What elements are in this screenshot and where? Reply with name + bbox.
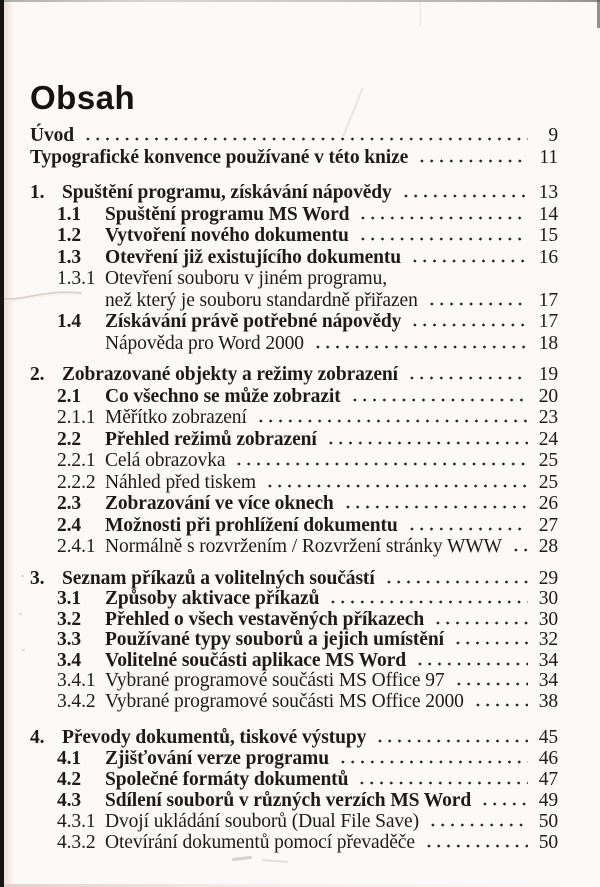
entry-page: 11	[539, 146, 558, 168]
entry-page: 27	[538, 514, 558, 536]
top-edge-scan-line	[0, 0, 600, 2]
entry-title: Vybrané programové součásti MS Office 2000	[105, 690, 464, 712]
chapter-number: 2.	[30, 364, 45, 385]
entry-page: 17	[538, 311, 558, 332]
left-edge-scan-shadow	[0, 0, 4, 887]
dot-leader	[431, 612, 528, 625]
toc-entry	[57, 811, 558, 832]
entry-number: 2.2	[57, 428, 82, 450]
entry-page: 50	[538, 811, 558, 832]
entry-page: 15	[538, 225, 558, 246]
entry-title: Sdílení souborů v různých verzích MS Word	[105, 790, 472, 811]
toc-entry	[57, 407, 558, 429]
entry-title: než který je souboru standardně přiřazen	[105, 289, 418, 311]
toc-entry	[57, 610, 558, 631]
dot-leader	[451, 632, 528, 645]
entry-number: 1.3	[57, 246, 82, 268]
chapter-page: 29	[538, 567, 558, 589]
entry-title: Typografické konvence používané v této knize	[30, 146, 409, 168]
chapter-number: 3.	[30, 567, 45, 589]
toc-chapter-row	[30, 727, 558, 748]
entry-title: Otevírání dokumentů pomocí převaděče	[105, 832, 415, 853]
entry-number: 3.4	[57, 649, 82, 671]
entry-number: 4.3.2	[57, 832, 96, 853]
chapter-title: Seznam příkazů a volitelných součástí	[62, 567, 375, 589]
toc-entry	[57, 311, 558, 333]
entry-number: 1.3.1	[57, 268, 96, 289]
toc-entry	[57, 450, 558, 472]
toc-entry	[57, 429, 558, 451]
entry-title: Spuštění programu MS Word	[105, 203, 350, 225]
entry-title: Přehled režimů zobrazení	[105, 428, 317, 450]
entry-number: 3.4.2	[57, 690, 96, 712]
entry-number: 1.1	[57, 203, 82, 225]
entry-title: Zjišťování verze programu	[105, 748, 329, 769]
chapter-title: Převody dokumentů, tiskové výstupy	[62, 727, 367, 748]
entry-page: 30	[538, 608, 558, 630]
dot-leader	[348, 389, 528, 402]
entry-number: 4.3.1	[57, 811, 96, 832]
toc-entry	[57, 769, 558, 790]
toc-entry	[57, 472, 558, 494]
dot-leader	[81, 128, 528, 141]
entry-number: 4.3	[57, 790, 82, 811]
dot-leader	[425, 293, 528, 306]
toc-entry	[57, 692, 558, 713]
entry-title: Volitelné součásti aplikace MS Word	[105, 649, 406, 671]
chapter-number: 4.	[30, 727, 45, 748]
chapter-title: Spuštění programu, získávání nápovědy	[62, 182, 392, 203]
entry-title: Používané typy souborů a jejich umístění	[105, 629, 444, 650]
entry-title: Dvojí ukládání souborů (Dual File Save)	[105, 811, 420, 832]
entry-number: 3.2	[57, 608, 82, 630]
entry-title: Získávání právě potřebné nápovědy	[105, 311, 402, 332]
chapter-page: 13	[538, 182, 558, 203]
entry-page: 25	[538, 471, 558, 493]
entry-page: 30	[538, 588, 558, 609]
entry-page: 34	[538, 670, 558, 691]
dot-leader	[311, 336, 528, 349]
entry-number: 1.2	[57, 225, 82, 246]
entry-page: 26	[538, 493, 558, 514]
entry-number: 2.4	[57, 514, 82, 536]
toc-entry	[57, 493, 558, 515]
entry-title: Vybrané programové součásti MS Office 97	[105, 670, 445, 691]
entry-page: 16	[538, 246, 558, 268]
toc-entry	[30, 125, 558, 147]
entry-page: 20	[538, 385, 558, 407]
entry-title: Náhled před tiskem	[105, 471, 256, 493]
entry-title: Způsoby aktivace příkazů	[105, 588, 320, 609]
dot-leader	[471, 694, 528, 707]
toc-entry	[57, 748, 558, 769]
entry-page: 50	[538, 832, 558, 853]
entry-page: 46	[538, 748, 558, 769]
entry-number: 3.3	[57, 629, 82, 650]
entry-page: 23	[538, 407, 558, 428]
entry-title: Společné formáty dokumentů	[105, 769, 349, 790]
toc-entry	[57, 832, 558, 853]
entry-page: 17	[538, 289, 558, 311]
toc-entry	[57, 536, 558, 558]
dot-leader	[373, 730, 528, 743]
entry-title: Zobrazování ve více oknech	[105, 493, 334, 514]
chapter-page: 19	[538, 364, 558, 385]
page-crease	[0, 283, 84, 314]
entry-page: 32	[538, 629, 558, 650]
toc-section	[0, 364, 558, 558]
entry-number: 3.4.1	[57, 670, 96, 691]
entry-number: 2.4.1	[57, 536, 96, 557]
dot-leader	[382, 571, 528, 584]
dot-leader	[408, 250, 528, 263]
dot-leader	[509, 539, 528, 552]
toc-intro-block	[0, 125, 558, 168]
entry-page: 9	[548, 125, 558, 146]
toc-chapter-row	[30, 569, 558, 590]
chapter-title: Zobrazované objekty a režimy zobrazení	[62, 364, 398, 385]
entry-page: 28	[538, 536, 558, 557]
entry-title: Možnosti při prohlížení dokumentu	[105, 514, 398, 536]
dot-leader	[408, 314, 528, 327]
dot-leader	[452, 673, 528, 686]
page-title: Obsah	[30, 79, 136, 116]
entry-title: Celá obrazovka	[105, 450, 226, 471]
entry-number: 2.2.1	[57, 450, 96, 471]
toc-section	[0, 727, 558, 853]
toc-entry	[57, 651, 558, 672]
dot-leader	[336, 751, 528, 764]
dot-leader	[341, 496, 528, 509]
toc-entry	[57, 225, 558, 247]
chapter-number: 1.	[30, 182, 45, 203]
toc-entry	[30, 147, 558, 169]
entry-number: 1.4	[57, 311, 82, 332]
entry-page: 49	[538, 790, 558, 811]
dot-leader	[399, 185, 528, 198]
entry-title: Měřítko zobrazení	[105, 407, 247, 428]
chapter-page: 45	[538, 727, 558, 748]
entry-number: 2.2.2	[57, 471, 96, 493]
dot-leader	[413, 653, 528, 666]
entry-page: 38	[538, 690, 558, 712]
entry-page: 47	[538, 769, 558, 790]
dot-leader	[326, 591, 528, 604]
dot-leader	[426, 814, 528, 827]
entry-number: 2.1.1	[57, 407, 96, 428]
toc-section	[0, 569, 558, 713]
entry-page: 14	[538, 203, 558, 225]
entry-title: Otevření již existujícího dokumentu	[105, 246, 402, 268]
dot-leader	[478, 793, 528, 806]
entry-title: Otevření souboru v jiném programu,	[105, 268, 387, 289]
toc-entry	[57, 671, 558, 692]
toc-entry-wrapped-line1	[57, 268, 558, 290]
entry-number: 4.2	[57, 769, 82, 790]
dot-leader	[355, 772, 528, 785]
dot-leader	[232, 453, 528, 466]
entry-title: Přehled o všech vestavěných příkazech	[105, 608, 425, 630]
dot-leader	[356, 207, 528, 220]
entry-page: 24	[538, 428, 558, 450]
entry-number: 2.3	[57, 493, 82, 514]
dot-leader	[254, 410, 528, 423]
entry-page: 25	[538, 450, 558, 471]
entry-title: Co všechno se může zobrazit	[105, 385, 341, 407]
toc-entry	[57, 589, 558, 610]
entry-number: 4.1	[57, 748, 82, 769]
dot-leader	[263, 475, 528, 488]
dot-leader	[405, 367, 528, 380]
toc-section	[0, 182, 558, 354]
toc-entry	[57, 204, 558, 226]
dot-leader	[415, 150, 528, 163]
toc-entry-wrapped-line2	[57, 290, 558, 312]
entry-number: 2.1	[57, 385, 82, 407]
toc-entry	[57, 386, 558, 408]
toc-entry	[57, 333, 558, 355]
dot-leader	[324, 432, 528, 445]
toc-chapter-row	[30, 182, 558, 204]
entry-title: Normálně s rozvržením / Rozvržení stránky WWW	[105, 536, 502, 557]
toc-entry	[57, 630, 558, 651]
toc-entry	[57, 790, 558, 811]
entry-title: Úvod	[30, 125, 75, 146]
entry-page: 18	[538, 332, 558, 354]
entry-number: 3.1	[57, 588, 82, 609]
dot-leader	[405, 518, 528, 531]
toc-entry	[57, 515, 558, 537]
toc-entry	[57, 247, 558, 269]
dot-leader	[422, 835, 528, 848]
entry-title: Vytvoření nového dokumentu	[105, 225, 349, 246]
entry-page: 34	[538, 649, 558, 671]
dot-leader	[356, 228, 528, 241]
toc-chapter-row	[30, 364, 558, 386]
entry-title: Nápověda pro Word 2000	[105, 332, 304, 354]
